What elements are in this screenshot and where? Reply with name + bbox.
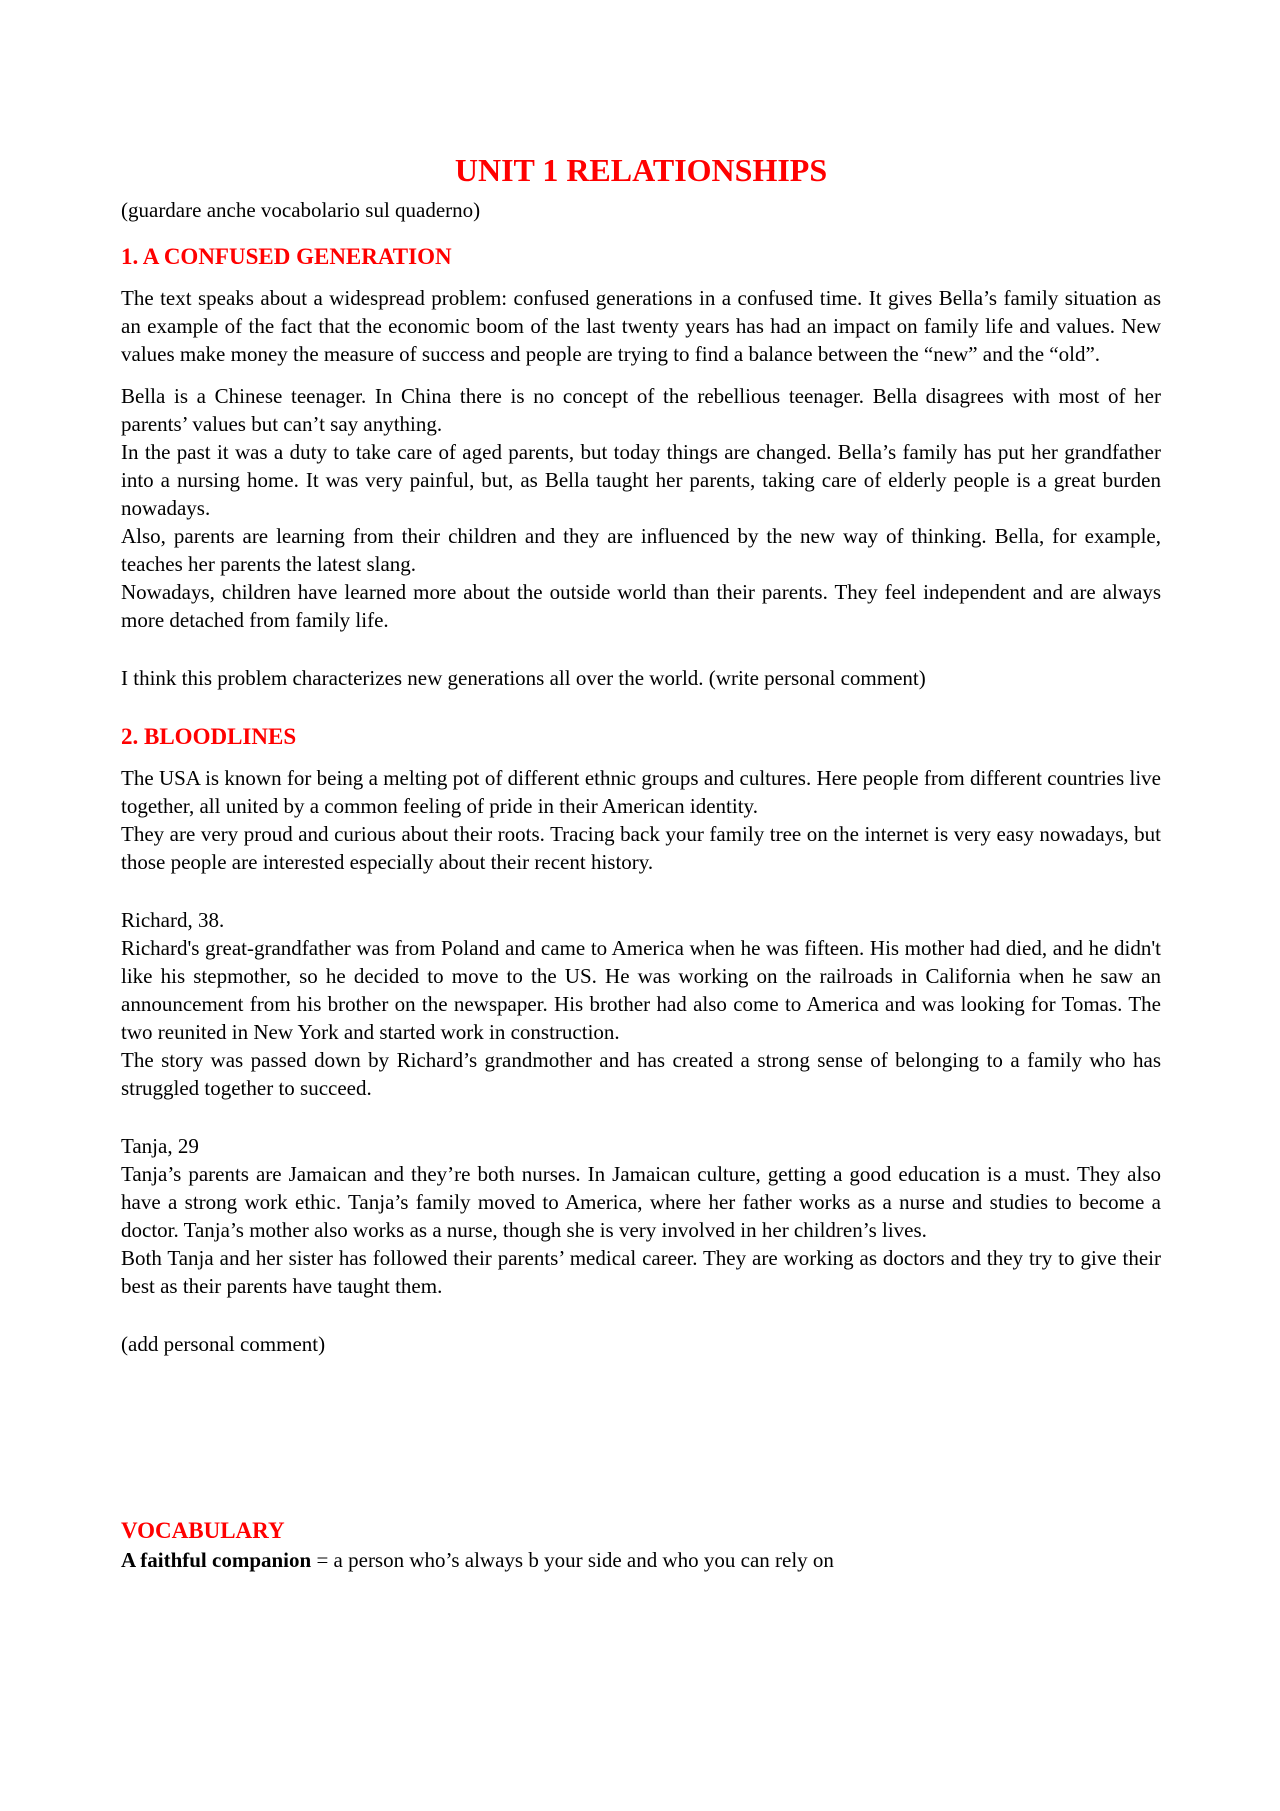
vocabulary-entry [121,1546,1161,1574]
page-title: UNIT 1 RELATIONSHIPS [454,152,828,188]
paragraph-tanja-story: Tanja’s parents are Jamaican and they’re both nurses. In Jamaican culture, getting a good education is a must. They also have a strong work ethic. Tanja’s family moved to America, where her father works as a nurse and studies to become a doctor. Tanja’s mother also works as a nurse, though she is very involved in her children’s lives. [121,1162,1161,1242]
vocabulary-heading: VOCABULARY [121,1518,285,1543]
paragraph-bella-intro: Bella is a Chinese teenager. In China there is no concept of the rebellious teenager. Bella disagrees with most of her parents’ values but can’t say anything. [121,384,1161,436]
vocabulary-term: A faithful companion [121,1548,312,1572]
paragraph-personal-comment: I think this problem characterizes new generations all over the world. (write personal comment) [121,666,926,690]
paragraph-richard-story: Richard's great-grandfather was from Poland and came to America when he was fifteen. His mother had died, and he didn't like his stepmother, so he decided to move to the US. He was working on the railroads in California when he saw an announcement from his brother on the newspaper. His brother had also come to America and was looking for Tomas. The two reunited in New York and started work in construction. [121,936,1161,1044]
paragraph-aged-parents: In the past it was a duty to take care of aged parents, but today things are changed. Bella’s family has put her grandfather into a nursing home. It was very painful, but, as Bella taught her parents, taking care of elderly people is a great burden nowadays. [121,440,1161,520]
paragraph-learning-from-children: Also, parents are learning from their children and they are influenced by the new way of thinking. Bella, for example, teaches her parents the latest slang. [121,524,1161,576]
paragraph-melting-pot: The USA is known for being a melting pot of different ethnic groups and cultures. Here people from different countries live together, all united by a common feeling of pride in their American identity. [121,766,1161,818]
section-heading-bloodlines: 2. BLOODLINES [121,724,297,749]
paragraph-add-comment: (add personal comment) [121,1332,326,1356]
paragraph-richard-label: Richard, 38. [121,908,225,932]
vocabulary-note: (guardare anche vocabolario sul quaderno) [121,198,481,222]
paragraph-summary: The text speaks about a widespread problem: confused generations in a confused time. It gives Bella’s family situation as an example of the fact that the economic boom of the last twenty years has had an impact on family life and values. New values make money the measure of success and people are trying to find a balance between the “new” and the “old”. [121,286,1161,366]
paragraph-outside-world: Nowadays, children have learned more about the outside world than their parents. They feel independent and are always more detached from family life. [121,580,1161,632]
vocabulary-definition: = a person who’s always b your side and who you can rely on [311,1548,834,1572]
document-page [121,150,1161,1574]
section-heading-confused-generation: 1. A CONFUSED GENERATION [121,244,452,269]
paragraph-roots: They are very proud and curious about their roots. Tracing back your family tree on the internet is very easy nowadays, but those people are interested especially about their recent history. [121,822,1161,874]
paragraph-tanja-career: Both Tanja and her sister has followed their parents’ medical career. They are working as doctors and they try to give their best as their parents have taught them. [121,1246,1161,1298]
paragraph-tanja-label: Tanja, 29 [121,1134,199,1158]
paragraph-richard-belonging: The story was passed down by Richard’s grandmother and has created a strong sense of belonging to a family who has struggled together to succeed. [121,1048,1161,1100]
